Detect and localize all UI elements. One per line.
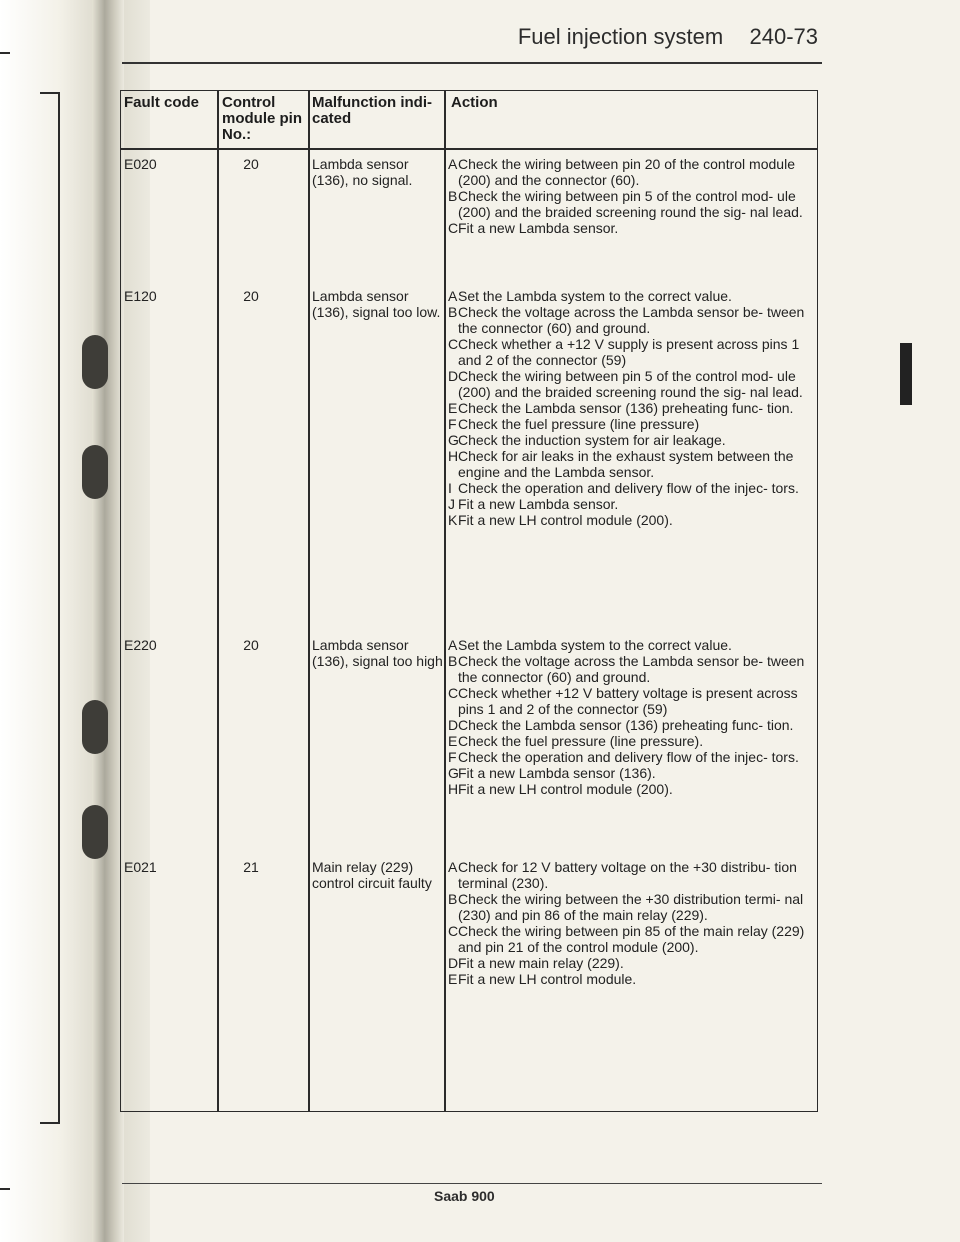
binder-hole (82, 700, 108, 754)
action-item (448, 749, 813, 765)
action-letter: D (448, 717, 459, 733)
action-item (448, 733, 813, 749)
action-item (448, 891, 813, 923)
action-item (448, 923, 813, 955)
action-item (448, 400, 813, 416)
action-item (448, 288, 813, 304)
action-item (448, 765, 813, 781)
action-item (448, 156, 813, 188)
action-item (448, 220, 813, 236)
footer-rule (122, 1183, 822, 1184)
header-malfunction: Malfunction indi- cated (312, 94, 432, 127)
binder-hole (82, 335, 108, 389)
action-item (448, 512, 813, 528)
action-letter: C (448, 220, 459, 236)
header-rule (122, 62, 822, 64)
action-text: Check the induction system for air leakage. (458, 432, 726, 448)
section-tab-marker (900, 343, 912, 405)
action-text: Check the Lambda sensor (136) preheating func- tion. (458, 400, 794, 416)
action-item (448, 480, 813, 496)
malfunction: Lambda sensor (136), signal too high (312, 637, 443, 669)
action-text: Check whether +12 V battery voltage is present across pins 1 and 2 of the connector (59) (458, 685, 798, 717)
action-text: Check the fuel pressure (line pressure) (458, 416, 700, 432)
module-pin: 20 (243, 156, 259, 172)
action-text: Check for air leaks in the exhaust system between the engine and the Lambda sensor. (458, 448, 794, 480)
action-letter: B (448, 891, 458, 907)
action-text: Check the wiring between the +30 distribution termi- nal (230) and pin 86 of the main relay (229). (458, 891, 804, 923)
scan-edge-line (40, 92, 60, 94)
action-text: Check the wiring between pin 5 of the control mod- ule (200) and the braided screening round the sig- nal lead. (458, 188, 803, 220)
column-divider (444, 91, 446, 1111)
action-list (448, 637, 813, 797)
action-letter: H (448, 448, 459, 464)
scan-edge-line (58, 92, 60, 1122)
action-item (448, 448, 813, 480)
action-letter: B (448, 653, 458, 669)
action-text: Check for 12 V battery voltage on the +30 distribu- tion terminal (230). (458, 859, 797, 891)
action-item (448, 304, 813, 336)
action-text: Check the voltage across the Lambda sensor be- tween the connector (60) and ground. (458, 653, 805, 685)
action-item (448, 496, 813, 512)
header-divider (121, 148, 817, 150)
action-text: Check the fuel pressure (line pressure). (458, 733, 704, 749)
action-item (448, 188, 813, 220)
action-list (448, 859, 813, 987)
action-letter: A (448, 859, 458, 875)
header-fault-code: Fault code (124, 94, 200, 111)
action-letter: E (448, 400, 458, 416)
header-control-module-pin: Control module pin No.: (222, 94, 302, 143)
action-item (448, 971, 813, 987)
action-text: Fit a new LH control module (200). (458, 512, 673, 528)
scan-edge-line (0, 1188, 10, 1190)
action-item (448, 416, 813, 432)
action-text: Fit a new Lambda sensor (136). (458, 765, 656, 781)
action-item (448, 637, 813, 653)
binder-hole (82, 445, 108, 499)
action-letter: J (448, 496, 455, 512)
action-text: Check the Lambda sensor (136) preheating func- tion. (458, 717, 794, 733)
action-letter: E (448, 971, 458, 987)
action-text: Fit a new LH control module (200). (458, 781, 673, 797)
action-text: Fit a new LH control module. (458, 971, 637, 987)
fault-code-table (120, 90, 818, 1112)
action-text: Check the wiring between pin 85 of the main relay (229) and pin 21 of the control module (200). (458, 923, 805, 955)
module-pin: 21 (243, 859, 259, 875)
action-letter: C (448, 923, 459, 939)
action-letter: I (448, 480, 452, 496)
action-item (448, 653, 813, 685)
action-item (448, 955, 813, 971)
section-title: Fuel injection system (517, 24, 724, 49)
action-item (448, 336, 813, 368)
page-header (518, 24, 818, 50)
action-letter: A (448, 156, 458, 172)
module-pin: 20 (243, 637, 259, 653)
column-divider (217, 91, 219, 1111)
action-item (448, 368, 813, 400)
fault-code: E021 (124, 859, 157, 875)
action-text: Set the Lambda system to the correct value. (458, 637, 732, 653)
action-text: Fit a new main relay (229). (458, 955, 624, 971)
action-letter: H (448, 781, 459, 797)
fault-code: E220 (124, 637, 157, 653)
action-letter: D (448, 955, 459, 971)
action-letter: F (448, 749, 457, 765)
action-letter: F (448, 416, 457, 432)
action-text: Check the operation and delivery flow of the injec- tors. (458, 480, 799, 496)
scan-edge-line (0, 52, 10, 54)
action-item (448, 685, 813, 717)
action-text: Check whether a +12 V supply is present across pins 1 and 2 of the connector (59) (458, 336, 800, 368)
action-list (448, 288, 813, 528)
page-number: 240-73 (749, 24, 818, 49)
action-letter: G (448, 432, 459, 448)
action-letter: E (448, 733, 458, 749)
header-action: Action (451, 94, 498, 111)
action-text: Fit a new Lambda sensor. (458, 220, 619, 236)
action-letter: C (448, 336, 459, 352)
fault-code: E120 (124, 288, 157, 304)
action-letter: B (448, 188, 458, 204)
action-item (448, 859, 813, 891)
action-letter: A (448, 288, 458, 304)
action-item (448, 717, 813, 733)
module-pin: 20 (243, 288, 259, 304)
action-letter: G (448, 765, 459, 781)
action-list (448, 156, 813, 236)
action-text: Check the operation and delivery flow of the injec- tors. (458, 749, 799, 765)
action-letter: C (448, 685, 459, 701)
action-letter: D (448, 368, 459, 384)
action-text: Set the Lambda system to the correct value. (458, 288, 732, 304)
action-letter: A (448, 637, 458, 653)
action-text: Check the wiring between pin 5 of the control mod- ule (200) and the braided screening round the sig- nal lead. (458, 368, 803, 400)
action-text: Check the voltage across the Lambda sensor be- tween the connector (60) and ground. (458, 304, 805, 336)
action-item (448, 781, 813, 797)
action-letter: B (448, 304, 458, 320)
scan-edge-line (40, 1122, 60, 1124)
action-item (448, 432, 813, 448)
column-divider (308, 91, 310, 1111)
action-letter: K (448, 512, 458, 528)
page-footer: Saab 900 (434, 1188, 495, 1204)
malfunction: Lambda sensor (136), no signal. (312, 156, 413, 188)
action-text: Fit a new Lambda sensor. (458, 496, 619, 512)
malfunction: Main relay (229) control circuit faulty (312, 859, 432, 891)
binder-hole (82, 805, 108, 859)
malfunction: Lambda sensor (136), signal too low. (312, 288, 441, 320)
action-text: Check the wiring between pin 20 of the control module (200) and the connector (60). (458, 156, 795, 188)
fault-code: E020 (124, 156, 157, 172)
